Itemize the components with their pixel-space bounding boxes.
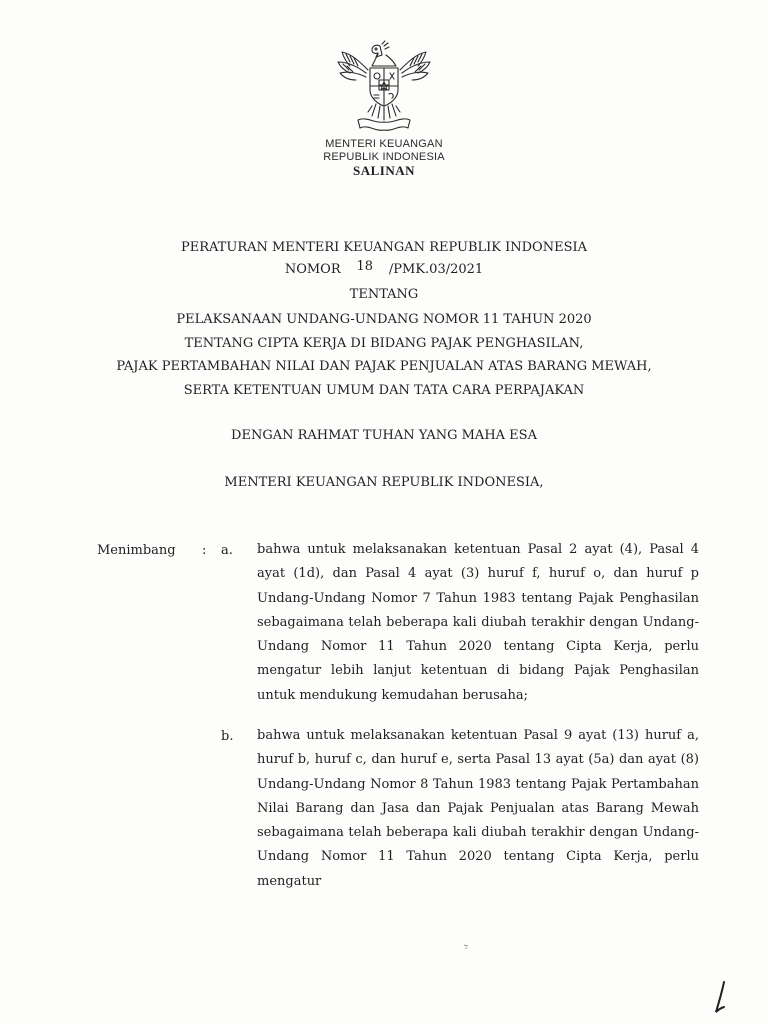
ministry-line-2: REPUBLIK INDONESIA [323, 151, 445, 163]
consideration-item-a: bahwa untuk melaksanakan ketentuan Pasal 2 ayat (4), Pasal 4 ayat (1d), dan Pasal 4 ayat (3) huruf f, huruf o, dan huruf p Undang-Undang Nomor 7 Tahun 1983 tentang Pajak Penghasilan sebagaimana telah beberapa kali diubah terakhir dengan Undang-Undang Nomor 11 Tahun 2020 tentang Cipta Kerja, perlu mengatur lebih lanjut ketentuan di bidang Pajak Penghasilan untuk mendukung kemudahan berusaha; [257, 542, 699, 703]
subject-line: PAJAK PERTAMBAHAN NILAI DAN PAJAK PENJUALAN ATAS BARANG MEWAH, [116, 359, 652, 374]
regulation-title: PERATURAN MENTERI KEUANGAN REPUBLIK INDONESIA [180, 240, 587, 255]
paraf-initial-icon [708, 978, 738, 1018]
garuda-emblem-icon [332, 40, 436, 136]
subject-line: TENTANG CIPTA KERJA DI BIDANG PAJAK PENGHASILAN, [184, 336, 584, 351]
nomor-value: 18 [356, 259, 374, 274]
nomor-label: NOMOR [284, 262, 341, 277]
considering-label: Menimbang [97, 543, 176, 558]
regulation-number [0, 259, 768, 278]
copy-label: SALINAN [352, 163, 415, 178]
invocation: DENGAN RAHMAT TUHAN YANG MAHA ESA [231, 428, 537, 443]
consideration-item-b: bahwa untuk melaksanakan ketentuan Pasal 9 ayat (13) huruf a, huruf b, huruf c, dan huruf e, serta Pasal 13 ayat (5a) dan ayat (8) Undang-Undang Nomor 8 Tahun 1983 tentang Pajak Pertambahan Nilai Barang dan Jasa dan Pajak Penjualan atas Barang Mewah sebagaimana telah beberapa kali diubah terakhir dengan Undang-Undang Nomor 11 Tahun 2020 tentang Cipta Kerja, perlu mengatur [257, 728, 699, 889]
item-letter-b: b. [221, 729, 234, 744]
considering-colon: : [202, 543, 207, 558]
tentang-heading: TENTANG [349, 287, 419, 302]
item-letter-a: a. [221, 543, 233, 558]
nomor-suffix: /PMK.03/2021 [388, 262, 484, 277]
scan-speck [462, 943, 474, 949]
subject-line: PELAKSANAAN UNDANG-UNDANG NOMOR 11 TAHUN 2020 [176, 312, 592, 327]
ministry-letterhead [300, 138, 468, 164]
ministry-line-1: MENTERI KEUANGAN [325, 138, 443, 150]
authority-line: MENTERI KEUANGAN REPUBLIK INDONESIA, [224, 475, 544, 490]
subject-line: SERTA KETENTUAN UMUM DAN TATA CARA PERPAJAKAN [183, 383, 585, 398]
